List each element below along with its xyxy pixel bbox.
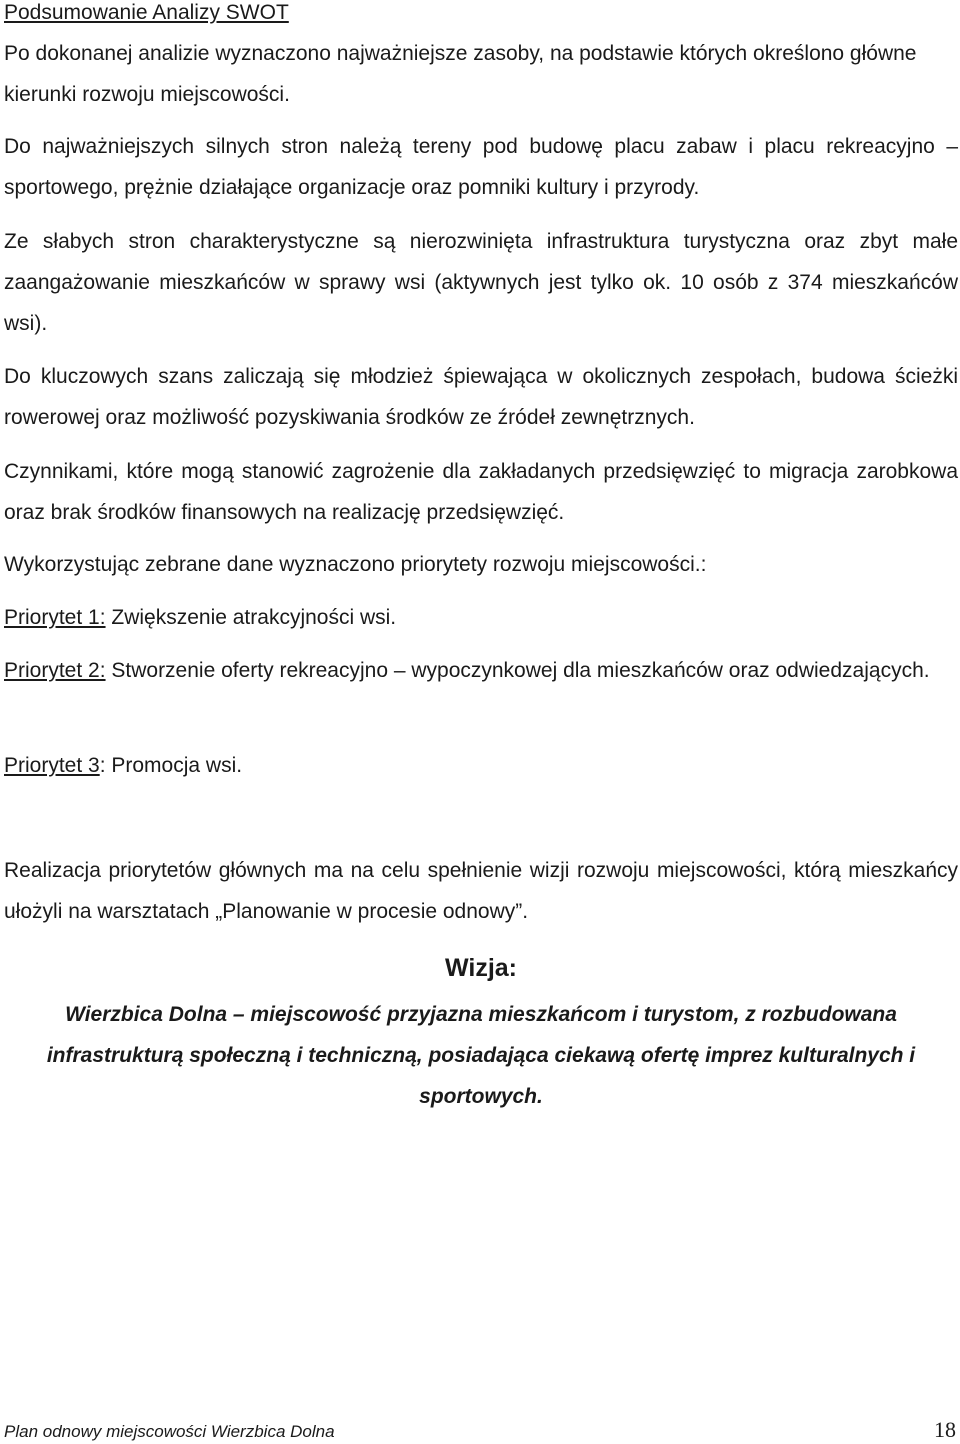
opportunities-paragraph: Do kluczowych szans zaliczają się młodzież śpiewająca w okolicznych zespołach, budowa ścieżki rowerowej oraz możliwość pozyskiwania środków ze źródeł zewnętrznych. — [4, 365, 958, 429]
section-heading: Podsumowanie Analizy SWOT — [4, 1, 289, 24]
priorities-intro: Wykorzystując zebrane dane wyznaczono priorytety rozwoju miejscowości.: — [4, 553, 707, 576]
priority-2-label: Priorytet 2: — [4, 659, 106, 682]
footer-title: Plan odnowy miejscowości Wierzbica Dolna — [4, 1422, 335, 1441]
intro-paragraph: Po dokonanej analizie wyznaczono najważniejsze zasoby, na podstawie których określono główne kierunki rozwoju miejscowości. — [4, 42, 917, 106]
priority-1 — [4, 597, 958, 638]
priority-3-text: : Promocja wsi. — [99, 754, 243, 777]
priority-1-text: Zwiększenie atrakcyjności wsi. — [105, 606, 397, 629]
vision-statement: Wierzbica Dolna – miejscowość przyjazna mieszkańcom i turystom, z rozbudowana infrastrukturą społeczną i techniczną, posiadająca ciekawą ofertę imprez kulturalnych i sportowych. — [46, 1003, 916, 1108]
priority-2-text: Stworzenie oferty rekreacyjno – wypoczynkowej dla mieszkańców oraz odwiedzających. — [105, 659, 930, 682]
vision-title: Wizja: — [445, 954, 517, 982]
priority-3 — [4, 745, 958, 786]
priority-1-label: Priorytet 1: — [4, 606, 106, 629]
priority-2 — [4, 650, 958, 691]
threats-paragraph: Czynnikami, które mogą stanowić zagrożenie dla zakładanych przedsięwzięć to migracja zarobkowa oraz brak środków finansowych na realizację przedsięwzięć. — [4, 460, 958, 524]
strengths-paragraph: Do najważniejszych silnych stron należą tereny pod budowę placu zabaw i placu rekreacyjno – sportowego, prężnie działające organizacje oraz pomniki kultury i przyrody. — [4, 135, 958, 199]
weaknesses-paragraph: Ze słabych stron charakterystyczne są nierozwinięta infrastruktura turystyczna oraz zbyt małe zaangażowanie mieszkańców w sprawy wsi (aktywnych jest tylko ok. 10 osób z 374 mieszkańców wsi). — [4, 230, 958, 335]
realization-paragraph: Realizacja priorytetów głównych ma na celu spełnienie wizji rozwoju miejscowości, którą mieszkańcy ułożyli na warsztatach „Planowanie w procesie odnowy”. — [4, 859, 958, 923]
priority-3-label: Priorytet 3 — [4, 754, 100, 777]
page-number: 18 — [934, 1417, 956, 1442]
